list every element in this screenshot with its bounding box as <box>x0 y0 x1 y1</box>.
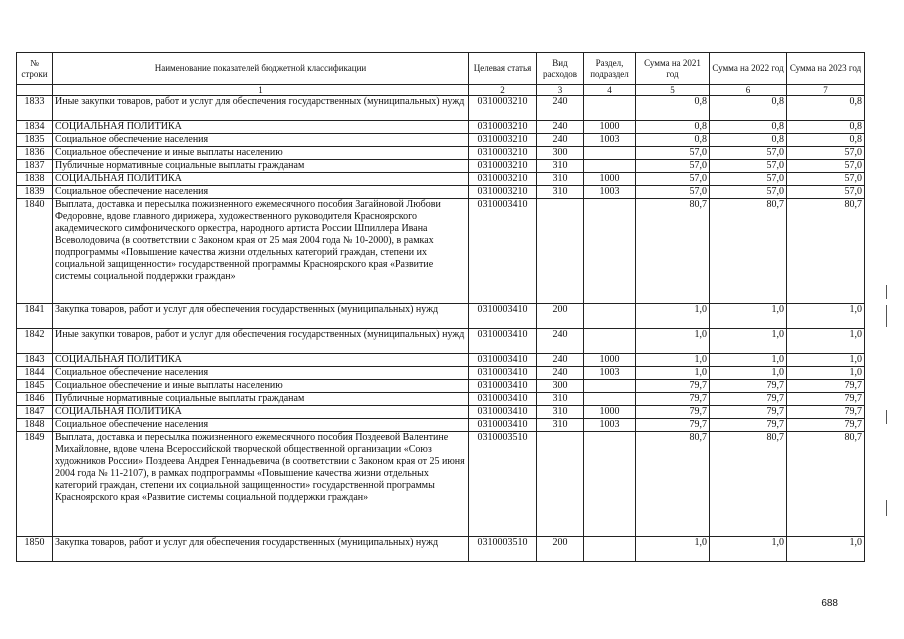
row-expense-type: 240 <box>537 96 584 121</box>
table-row <box>17 432 865 537</box>
table-row <box>17 380 865 393</box>
row-name: Закупка товаров, работ и услуг для обеспечения государственных (муниципальных) нужд <box>53 537 469 562</box>
row-sum-2023: 79,7 <box>787 419 865 432</box>
row-target-article: 0310003210 <box>469 147 537 160</box>
row-target-article: 0310003410 <box>469 354 537 367</box>
table-row <box>17 186 865 199</box>
row-name: Публичные нормативные социальные выплаты гражданам <box>53 160 469 173</box>
row-number: 1841 <box>17 304 53 329</box>
table-row <box>17 419 865 432</box>
header-sum-2021: Сумма на 2021 год <box>636 53 710 85</box>
row-expense-type: 240 <box>537 121 584 134</box>
row-target-article: 0310003410 <box>469 329 537 354</box>
row-section: 1003 <box>584 186 636 199</box>
row-section: 1000 <box>584 173 636 186</box>
row-sum-2023: 0,8 <box>787 134 865 147</box>
row-number: 1834 <box>17 121 53 134</box>
row-expense-type: 240 <box>537 354 584 367</box>
row-expense-type <box>537 199 584 304</box>
table-row <box>17 96 865 121</box>
table-row <box>17 173 865 186</box>
row-sum-2021: 79,7 <box>636 406 710 419</box>
row-number: 1843 <box>17 354 53 367</box>
column-number: 1 <box>53 85 469 96</box>
row-target-article: 0310003210 <box>469 173 537 186</box>
row-section: 1003 <box>584 419 636 432</box>
row-target-article: 0310003210 <box>469 96 537 121</box>
row-number: 1847 <box>17 406 53 419</box>
row-sum-2023: 0,8 <box>787 121 865 134</box>
row-sum-2021: 0,8 <box>636 96 710 121</box>
row-sum-2021: 79,7 <box>636 419 710 432</box>
row-sum-2021: 1,0 <box>636 537 710 562</box>
table-row <box>17 304 865 329</box>
column-number: 6 <box>710 85 787 96</box>
row-sum-2023: 1,0 <box>787 537 865 562</box>
scan-mark <box>886 285 887 299</box>
column-number: 2 <box>469 85 537 96</box>
row-section <box>584 160 636 173</box>
row-target-article: 0310003210 <box>469 121 537 134</box>
row-section: 1000 <box>584 121 636 134</box>
row-sum-2022: 1,0 <box>710 354 787 367</box>
row-target-article: 0310003410 <box>469 199 537 304</box>
row-name: СОЦИАЛЬНАЯ ПОЛИТИКА <box>53 173 469 186</box>
table-row <box>17 537 865 562</box>
row-target-article: 0310003510 <box>469 432 537 537</box>
row-sum-2022: 0,8 <box>710 121 787 134</box>
row-number: 1842 <box>17 329 53 354</box>
row-sum-2021: 57,0 <box>636 160 710 173</box>
row-sum-2023: 1,0 <box>787 367 865 380</box>
row-name: СОЦИАЛЬНАЯ ПОЛИТИКА <box>53 406 469 419</box>
table-row <box>17 199 865 304</box>
row-expense-type: 300 <box>537 147 584 160</box>
row-target-article: 0310003410 <box>469 367 537 380</box>
header-name: Наименование показателей бюджетной классификации <box>53 53 469 85</box>
table-row <box>17 367 865 380</box>
row-expense-type: 310 <box>537 406 584 419</box>
header-sum-2022: Сумма на 2022 год <box>710 53 787 85</box>
table-row <box>17 147 865 160</box>
row-name: Социальное обеспечение населения <box>53 367 469 380</box>
row-name: СОЦИАЛЬНАЯ ПОЛИТИКА <box>53 121 469 134</box>
row-number: 1836 <box>17 147 53 160</box>
row-sum-2022: 80,7 <box>710 199 787 304</box>
row-target-article: 0310003410 <box>469 406 537 419</box>
row-name: Социальное обеспечение населения <box>53 134 469 147</box>
row-number: 1835 <box>17 134 53 147</box>
row-sum-2022: 0,8 <box>710 96 787 121</box>
row-sum-2021: 0,8 <box>636 121 710 134</box>
row-expense-type: 200 <box>537 537 584 562</box>
row-name: Выплата, доставка и пересылка пожизненного ежемесячного пособия Загайновой Любови Федоровне, вдове главного дирижера, художественного руководителя Красноярского академического симфонического оркестра, народного артиста России Шпиллера Ивана Всеволодовича (в соответствии с Законом края от 25 мая 2004 года № 10-2000), в рамках подпрограммы «Повышение качества жизни отдельных категорий граждан, степени их социальной защищенности» государственной программы Красноярского края «Развитие системы социальной поддержки граждан» <box>53 199 469 304</box>
row-expense-type: 310 <box>537 419 584 432</box>
row-section <box>584 380 636 393</box>
row-expense-type: 200 <box>537 304 584 329</box>
row-number: 1840 <box>17 199 53 304</box>
row-section: 1003 <box>584 134 636 147</box>
row-section: 1000 <box>584 354 636 367</box>
row-sum-2023: 80,7 <box>787 432 865 537</box>
row-sum-2022: 57,0 <box>710 147 787 160</box>
table-row <box>17 121 865 134</box>
row-name: Закупка товаров, работ и услуг для обеспечения государственных (муниципальных) нужд <box>53 304 469 329</box>
row-sum-2023: 79,7 <box>787 380 865 393</box>
row-section <box>584 199 636 304</box>
row-name: СОЦИАЛЬНАЯ ПОЛИТИКА <box>53 354 469 367</box>
row-sum-2022: 79,7 <box>710 406 787 419</box>
row-name: Социальное обеспечение и иные выплаты населению <box>53 380 469 393</box>
row-target-article: 0310003210 <box>469 160 537 173</box>
row-number: 1850 <box>17 537 53 562</box>
column-number: 7 <box>787 85 865 96</box>
row-number: 1839 <box>17 186 53 199</box>
row-sum-2021: 0,8 <box>636 134 710 147</box>
row-sum-2023: 1,0 <box>787 329 865 354</box>
scan-mark <box>886 500 887 516</box>
row-target-article: 0310003210 <box>469 186 537 199</box>
row-sum-2021: 57,0 <box>636 173 710 186</box>
row-target-article: 0310003510 <box>469 537 537 562</box>
row-sum-2022: 1,0 <box>710 367 787 380</box>
row-section <box>584 329 636 354</box>
row-sum-2021: 80,7 <box>636 432 710 537</box>
row-sum-2023: 57,0 <box>787 173 865 186</box>
row-sum-2021: 79,7 <box>636 380 710 393</box>
row-sum-2021: 79,7 <box>636 393 710 406</box>
row-expense-type: 310 <box>537 393 584 406</box>
row-expense-type: 240 <box>537 329 584 354</box>
row-sum-2022: 79,7 <box>710 393 787 406</box>
row-name: Выплата, доставка и пересылка пожизненного ежемесячного пособия Поздеевой Валентине Михайловне, вдове члена Всероссийской творческой общественной организации «Союз художников России» Поздеева Андрея Геннадьевича (в соответствии с Законом края от 25 июня 2004 года № 11-2107), в рамках подпрограммы «Повышение качества жизни отдельных категорий граждан, степени их социальной защищенности» государственной программы Красноярского края «Развитие системы социальной поддержки граждан» <box>53 432 469 537</box>
row-sum-2023: 57,0 <box>787 160 865 173</box>
row-sum-2022: 1,0 <box>710 537 787 562</box>
column-number: 3 <box>537 85 584 96</box>
row-sum-2022: 1,0 <box>710 304 787 329</box>
header-expense-type: Вид расходов <box>537 53 584 85</box>
row-name: Социальное обеспечение населения <box>53 419 469 432</box>
column-number: 4 <box>584 85 636 96</box>
row-section <box>584 96 636 121</box>
budget-table <box>16 52 865 562</box>
scan-mark <box>886 305 887 327</box>
row-sum-2023: 80,7 <box>787 199 865 304</box>
row-sum-2022: 1,0 <box>710 329 787 354</box>
table-row <box>17 160 865 173</box>
header-target-article: Целевая статья <box>469 53 537 85</box>
row-sum-2023: 0,8 <box>787 96 865 121</box>
row-number: 1838 <box>17 173 53 186</box>
row-section <box>584 393 636 406</box>
row-section: 1003 <box>584 367 636 380</box>
scan-mark <box>886 410 887 424</box>
row-sum-2021: 1,0 <box>636 304 710 329</box>
row-sum-2022: 57,0 <box>710 160 787 173</box>
row-expense-type: 310 <box>537 160 584 173</box>
row-expense-type: 300 <box>537 380 584 393</box>
row-sum-2023: 1,0 <box>787 304 865 329</box>
row-sum-2023: 79,7 <box>787 406 865 419</box>
row-sum-2022: 57,0 <box>710 186 787 199</box>
header-sum-2023: Сумма на 2023 год <box>787 53 865 85</box>
column-number: 5 <box>636 85 710 96</box>
column-number <box>17 85 53 96</box>
row-target-article: 0310003410 <box>469 380 537 393</box>
row-target-article: 0310003410 <box>469 419 537 432</box>
row-number: 1833 <box>17 96 53 121</box>
header-row-number: № строки <box>17 53 53 85</box>
row-sum-2021: 80,7 <box>636 199 710 304</box>
table-row <box>17 406 865 419</box>
table-row <box>17 134 865 147</box>
row-sum-2022: 57,0 <box>710 173 787 186</box>
row-sum-2021: 1,0 <box>636 367 710 380</box>
row-name: Публичные нормативные социальные выплаты гражданам <box>53 393 469 406</box>
row-name: Социальное обеспечение населения <box>53 186 469 199</box>
row-expense-type: 310 <box>537 186 584 199</box>
row-number: 1837 <box>17 160 53 173</box>
row-sum-2022: 79,7 <box>710 380 787 393</box>
header-row <box>17 53 865 85</box>
row-section <box>584 147 636 160</box>
page-number: 688 <box>821 598 838 609</box>
row-sum-2023: 57,0 <box>787 186 865 199</box>
row-number: 1846 <box>17 393 53 406</box>
row-section: 1000 <box>584 406 636 419</box>
row-sum-2021: 1,0 <box>636 329 710 354</box>
row-sum-2022: 79,7 <box>710 419 787 432</box>
row-sum-2022: 80,7 <box>710 432 787 537</box>
row-target-article: 0310003410 <box>469 393 537 406</box>
column-number-row <box>17 85 865 96</box>
row-target-article: 0310003210 <box>469 134 537 147</box>
row-section <box>584 304 636 329</box>
header-section: Раздел, подраздел <box>584 53 636 85</box>
row-sum-2021: 57,0 <box>636 147 710 160</box>
row-expense-type: 240 <box>537 367 584 380</box>
row-sum-2022: 0,8 <box>710 134 787 147</box>
table-row <box>17 354 865 367</box>
row-section <box>584 432 636 537</box>
row-sum-2021: 57,0 <box>636 186 710 199</box>
row-number: 1848 <box>17 419 53 432</box>
table-row <box>17 329 865 354</box>
row-name: Иные закупки товаров, работ и услуг для обеспечения государственных (муниципальных) нужд <box>53 96 469 121</box>
row-name: Иные закупки товаров, работ и услуг для обеспечения государственных (муниципальных) нужд <box>53 329 469 354</box>
row-number: 1845 <box>17 380 53 393</box>
row-section <box>584 537 636 562</box>
row-number: 1844 <box>17 367 53 380</box>
row-expense-type: 310 <box>537 173 584 186</box>
row-name: Социальное обеспечение и иные выплаты населению <box>53 147 469 160</box>
row-sum-2023: 57,0 <box>787 147 865 160</box>
row-number: 1849 <box>17 432 53 537</box>
row-expense-type: 240 <box>537 134 584 147</box>
row-expense-type <box>537 432 584 537</box>
row-sum-2021: 1,0 <box>636 354 710 367</box>
row-sum-2023: 79,7 <box>787 393 865 406</box>
row-target-article: 0310003410 <box>469 304 537 329</box>
table-row <box>17 393 865 406</box>
row-sum-2023: 1,0 <box>787 354 865 367</box>
